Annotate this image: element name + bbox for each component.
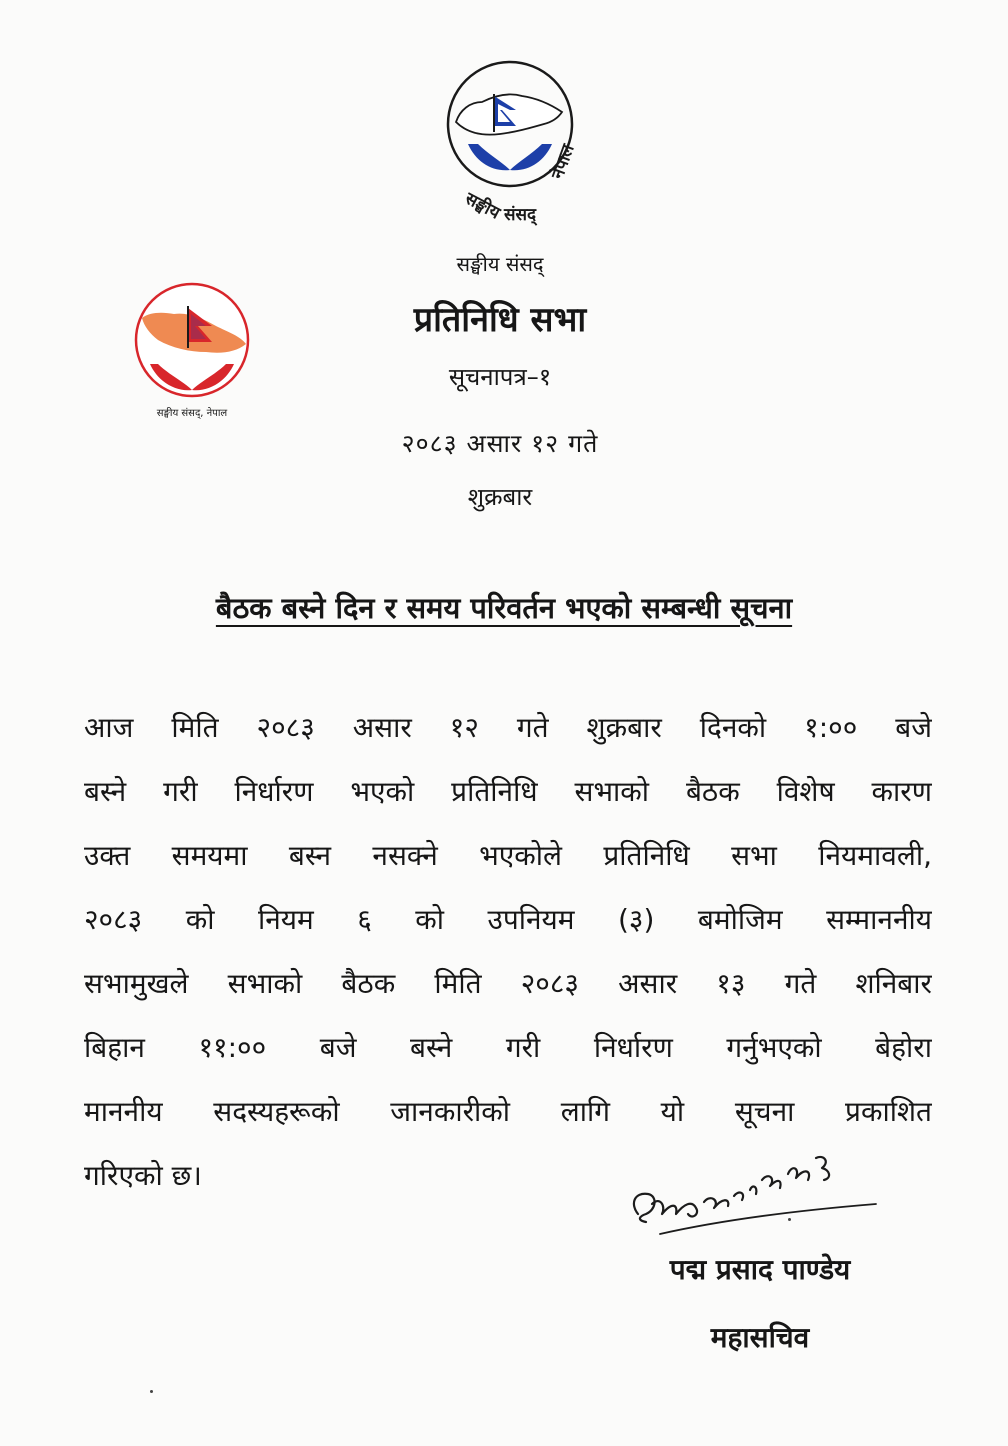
parliament-emblem-logo bbox=[412, 52, 608, 228]
parliament-name: सङ्घीय संसद् bbox=[456, 252, 544, 276]
parliament-color-logo bbox=[132, 278, 254, 428]
scan-speck bbox=[788, 1218, 791, 1221]
handwritten-signature bbox=[612, 1134, 892, 1242]
signatory-title: महासचिव bbox=[710, 1321, 810, 1354]
scan-speck bbox=[150, 1390, 153, 1393]
signatory-name: पद्म प्रसाद पाण्डेय bbox=[669, 1253, 851, 1286]
notice-number: सूचनापत्र–१ bbox=[448, 363, 552, 391]
notice-weekday: शुक्रबार bbox=[467, 483, 533, 511]
body-line: आज मिति २०८३ असार १२ गते शुक्रबार दिनको १:०० बजे bbox=[84, 711, 932, 744]
body-line: माननीय सदस्यहरूको जानकारीको लागि यो सूचना प्रकाशित bbox=[84, 1095, 932, 1128]
svg-text:सङ्घीय संसद्, नेपाल: सङ्घीय संसद्, नेपाल bbox=[156, 408, 228, 419]
body-line: बिहान ११:०० बजे बस्ने गरी निर्धारण गर्नुभएको बेहोरा bbox=[84, 1031, 932, 1064]
house-name: प्रतिनिधि सभा bbox=[413, 300, 587, 340]
body-line: गरिएको छ। bbox=[84, 1159, 202, 1192]
svg-text:संसद्: संसद् bbox=[504, 205, 537, 225]
body-line: सभामुखले सभाको बैठक मिति २०८३ असार १३ गते शनिबार bbox=[84, 967, 932, 1000]
svg-text:नेपाल: नेपाल bbox=[547, 141, 579, 182]
notice-subject: बैठक बस्ने दिन र समय परिवर्तन भएको सम्बन्धी सूचना bbox=[215, 591, 793, 625]
svg-text:सङ्घीय: सङ्घीय bbox=[461, 188, 504, 224]
body-line: उक्त समयमा बस्न नसक्ने भएकोले प्रतिनिधि सभा नियमावली, bbox=[84, 839, 932, 872]
body-line: २०८३ को नियम ६ को उपनियम (३) बमोजिम सम्माननीय bbox=[84, 903, 932, 936]
body-line: बस्ने गरी निर्धारण भएको प्रतिनिधि सभाको बैठक विशेष कारण bbox=[84, 775, 932, 808]
notice-date: २०८३ असार १२ गते bbox=[401, 429, 599, 458]
